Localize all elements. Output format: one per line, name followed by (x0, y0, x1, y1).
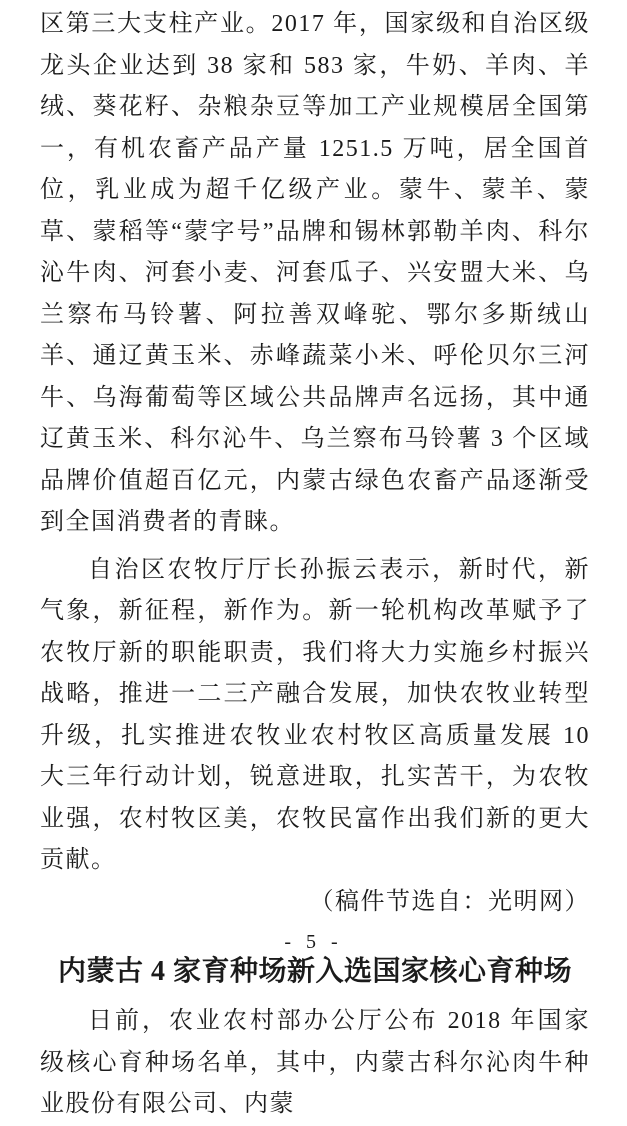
body-paragraph: 区第三大支柱产业。2017 年，国家级和自治区级龙头企业达到 38 家和 583 家，牛奶、羊肉、羊绒、葵花籽、杂粮杂豆等加工产业规模居全国第一，有机农畜产品产量 1251.5 万吨，居全国首位，乳业成为超千亿级产业。蒙牛、蒙羊、蒙草、蒙稻等“蒙字号”品牌和锡林郭勒羊肉、科尔沁牛肉、河套小麦、河套瓜子、兴安盟大米、乌兰察布马铃薯、阿拉善双峰驼、鄂尔多斯绒山羊、通辽黄玉米、赤峰蔬菜小米、呼伦贝尔三河牛、乌海葡萄等区域公共品牌声名远扬，其中通辽黄玉米、科尔沁牛、乌兰察布马铃薯 3 个区域品牌价值超百亿元，内蒙古绿色农畜产品逐渐受到全国消费者的青睐。 (40, 11, 590, 535)
page-number: - 5 - (284, 931, 343, 953)
article-title: 内蒙古 4 家育种场新入选国家核心育种场 (57, 956, 572, 987)
body-paragraph: 自治区农牧厅厅长孙振云表示，新时代，新气象，新征程，新作为。新一轮机构改革赋予了农牧厅新的职能职责，我们将大力实施乡村振兴战略，推进一二三产融合发展，加快农牧业转型升级，扎实推进农牧业农村牧区高质量发展 10 大三年行动计划，锐意进取，扎实苦干，为农牧业强，农村牧区美，农牧民富作出我们新的更大贡献。 (40, 556, 590, 873)
attribution-line: （稿件节选自：光明网） (309, 888, 590, 915)
body-paragraph: 日前，农业农村部办公厅公布 2018 年国家级核心育种场名单，其中，内蒙古科尔沁肉牛种业股份有限公司、内蒙 (40, 1008, 590, 1117)
